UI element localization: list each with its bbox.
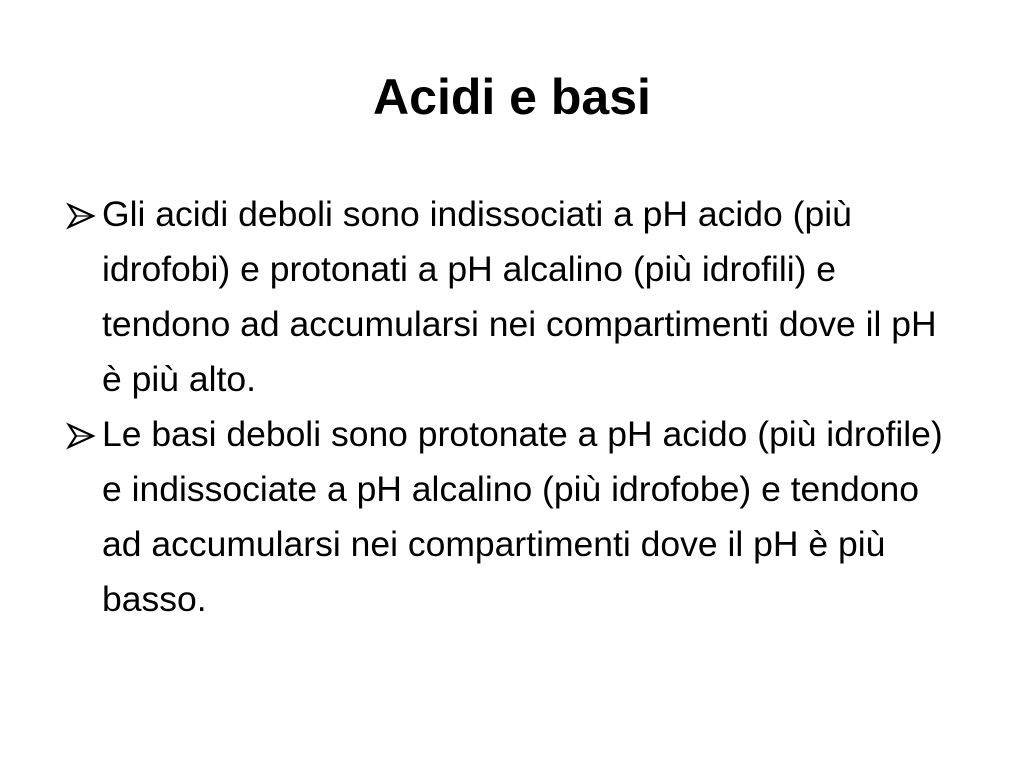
bullet-list: [66, 187, 956, 627]
slide-title: Acidi e basi: [373, 69, 651, 125]
arrow-bullet-icon: [66, 202, 96, 230]
bullet-item: [66, 187, 956, 407]
bullet-text: Le basi deboli sono protonate a pH acido (più idrofile) e indissociate a pH alcalino (più idrofobe) e tendono ad accumularsi nei compartimenti dove il pH è più basso.: [102, 414, 943, 619]
arrow-bullet-icon: [66, 422, 96, 450]
bullet-item: [66, 407, 956, 627]
bullet-text: Gli acidi deboli sono indissociati a pH acido (più idrofobi) e protonati a pH alcalino (più idrofili) e tendono ad accumularsi nei compartimenti dove il pH è più alto.: [102, 194, 937, 399]
